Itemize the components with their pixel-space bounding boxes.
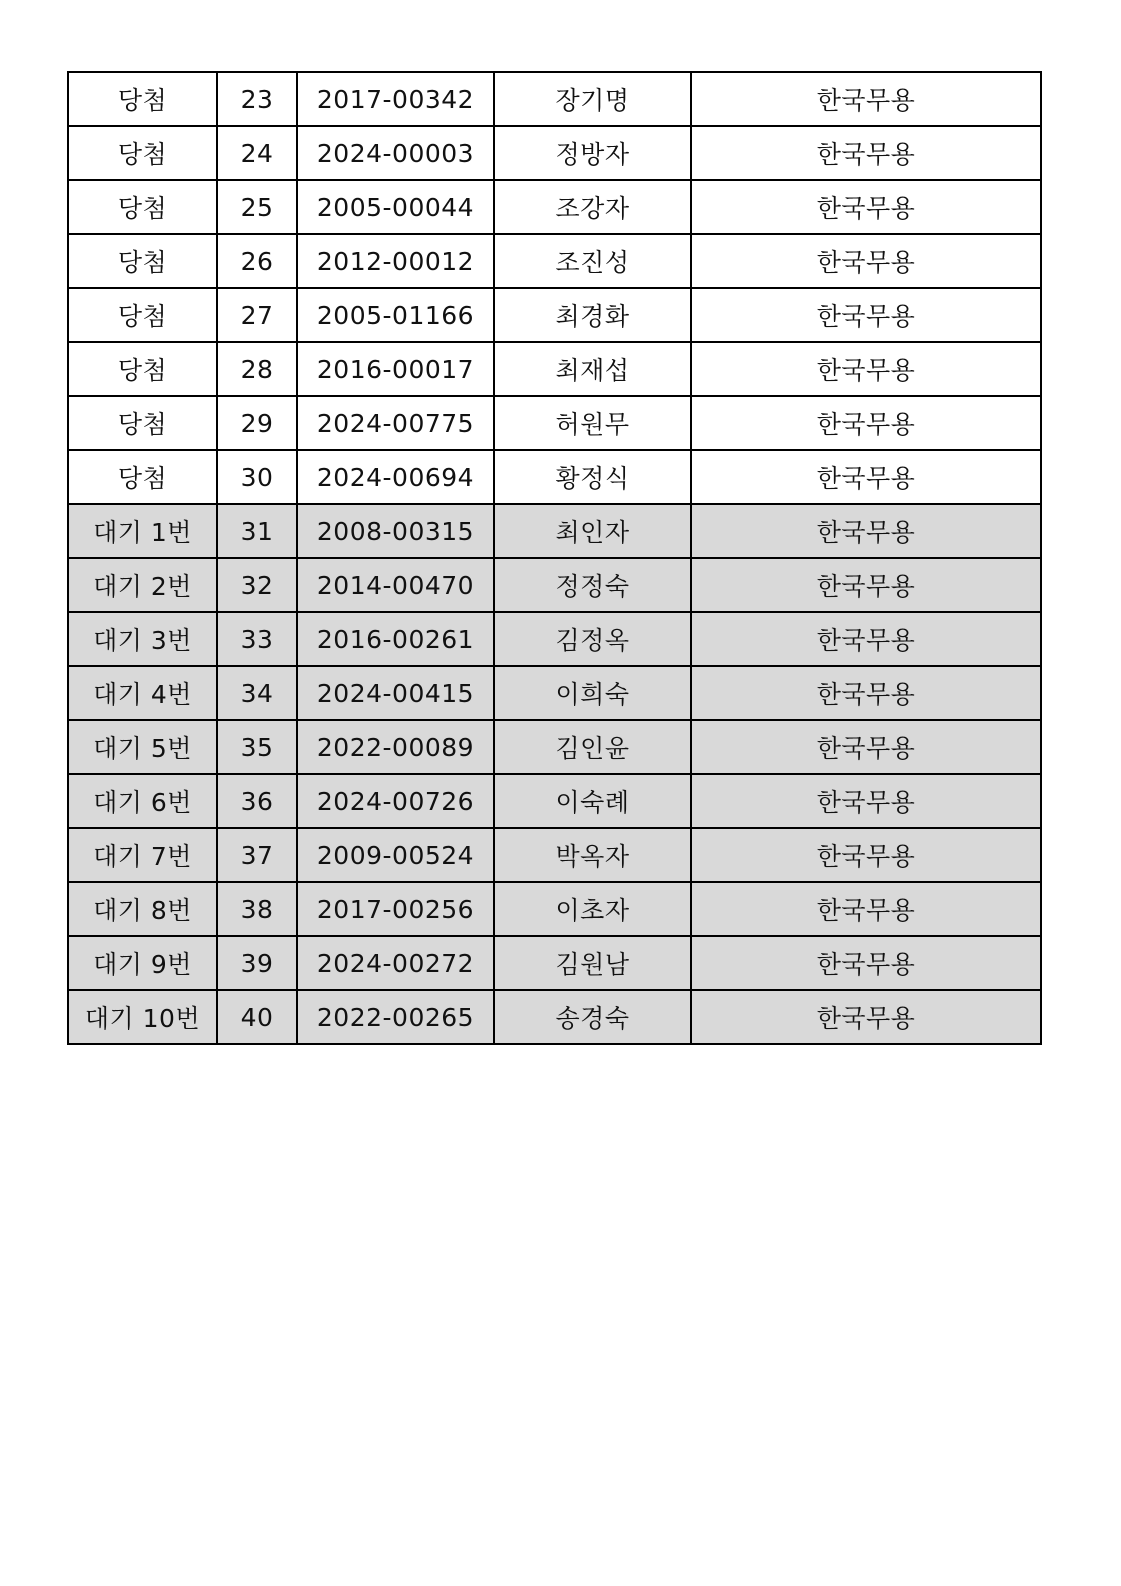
genre-cell: 한국무용 [691, 774, 1041, 828]
waitlist-row [68, 990, 1041, 1044]
registration-number-cell: 2024-00726 [297, 774, 494, 828]
number-cell: 33 [217, 612, 297, 666]
registration-number-cell: 2005-01166 [297, 288, 494, 342]
genre-cell: 한국무용 [691, 450, 1041, 504]
selected-row [68, 342, 1041, 396]
name-cell: 이희숙 [494, 666, 691, 720]
status-cell: 당첨 [68, 72, 217, 126]
registration-number-cell: 2016-00261 [297, 612, 494, 666]
registration-number-cell: 2017-00256 [297, 882, 494, 936]
name-cell: 송경숙 [494, 990, 691, 1044]
genre-cell: 한국무용 [691, 828, 1041, 882]
name-cell: 최인자 [494, 504, 691, 558]
registration-number-cell: 2024-00694 [297, 450, 494, 504]
genre-cell: 한국무용 [691, 72, 1041, 126]
genre-cell: 한국무용 [691, 342, 1041, 396]
waitlist-row [68, 774, 1041, 828]
selected-row [68, 396, 1041, 450]
name-cell: 최재섭 [494, 342, 691, 396]
waitlist-row [68, 936, 1041, 990]
genre-cell: 한국무용 [691, 882, 1041, 936]
selected-row [68, 234, 1041, 288]
number-cell: 28 [217, 342, 297, 396]
name-cell: 김인윤 [494, 720, 691, 774]
number-cell: 40 [217, 990, 297, 1044]
number-cell: 32 [217, 558, 297, 612]
registration-number-cell: 2024-00775 [297, 396, 494, 450]
name-cell: 조강자 [494, 180, 691, 234]
name-cell: 허원무 [494, 396, 691, 450]
selected-row [68, 126, 1041, 180]
registration-number-cell: 2009-00524 [297, 828, 494, 882]
status-cell: 당첨 [68, 126, 217, 180]
number-cell: 24 [217, 126, 297, 180]
name-cell: 김정옥 [494, 612, 691, 666]
status-cell: 당첨 [68, 396, 217, 450]
selected-row [68, 72, 1041, 126]
status-cell: 대기 3번 [68, 612, 217, 666]
number-cell: 29 [217, 396, 297, 450]
registration-number-cell: 2016-00017 [297, 342, 494, 396]
selected-row [68, 288, 1041, 342]
name-cell: 이초자 [494, 882, 691, 936]
genre-cell: 한국무용 [691, 234, 1041, 288]
registration-number-cell: 2005-00044 [297, 180, 494, 234]
number-cell: 34 [217, 666, 297, 720]
selected-row [68, 180, 1041, 234]
status-cell: 대기 2번 [68, 558, 217, 612]
name-cell: 김원남 [494, 936, 691, 990]
status-cell: 대기 1번 [68, 504, 217, 558]
genre-cell: 한국무용 [691, 288, 1041, 342]
status-cell: 당첨 [68, 180, 217, 234]
status-cell: 대기 10번 [68, 990, 217, 1044]
registration-number-cell: 2024-00003 [297, 126, 494, 180]
status-cell: 당첨 [68, 450, 217, 504]
status-cell: 대기 4번 [68, 666, 217, 720]
name-cell: 최경화 [494, 288, 691, 342]
results-table [67, 71, 1042, 1045]
registration-number-cell: 2012-00012 [297, 234, 494, 288]
registration-number-cell: 2024-00272 [297, 936, 494, 990]
genre-cell: 한국무용 [691, 396, 1041, 450]
name-cell: 정정숙 [494, 558, 691, 612]
genre-cell: 한국무용 [691, 666, 1041, 720]
number-cell: 25 [217, 180, 297, 234]
waitlist-row [68, 720, 1041, 774]
name-cell: 조진성 [494, 234, 691, 288]
status-cell: 당첨 [68, 342, 217, 396]
status-cell: 대기 9번 [68, 936, 217, 990]
number-cell: 36 [217, 774, 297, 828]
number-cell: 35 [217, 720, 297, 774]
results-table-body [68, 72, 1041, 1044]
registration-number-cell: 2014-00470 [297, 558, 494, 612]
registration-number-cell: 2024-00415 [297, 666, 494, 720]
registration-number-cell: 2017-00342 [297, 72, 494, 126]
number-cell: 26 [217, 234, 297, 288]
status-cell: 대기 5번 [68, 720, 217, 774]
number-cell: 38 [217, 882, 297, 936]
waitlist-row [68, 504, 1041, 558]
registration-number-cell: 2022-00089 [297, 720, 494, 774]
status-cell: 당첨 [68, 234, 217, 288]
registration-number-cell: 2022-00265 [297, 990, 494, 1044]
number-cell: 27 [217, 288, 297, 342]
genre-cell: 한국무용 [691, 936, 1041, 990]
genre-cell: 한국무용 [691, 720, 1041, 774]
name-cell: 정방자 [494, 126, 691, 180]
status-cell: 대기 8번 [68, 882, 217, 936]
waitlist-row [68, 828, 1041, 882]
waitlist-row [68, 882, 1041, 936]
genre-cell: 한국무용 [691, 558, 1041, 612]
number-cell: 37 [217, 828, 297, 882]
number-cell: 23 [217, 72, 297, 126]
name-cell: 박옥자 [494, 828, 691, 882]
status-cell: 당첨 [68, 288, 217, 342]
status-cell: 대기 6번 [68, 774, 217, 828]
genre-cell: 한국무용 [691, 126, 1041, 180]
genre-cell: 한국무용 [691, 612, 1041, 666]
genre-cell: 한국무용 [691, 990, 1041, 1044]
name-cell: 이숙례 [494, 774, 691, 828]
waitlist-row [68, 612, 1041, 666]
genre-cell: 한국무용 [691, 180, 1041, 234]
name-cell: 황정식 [494, 450, 691, 504]
number-cell: 39 [217, 936, 297, 990]
waitlist-row [68, 666, 1041, 720]
number-cell: 31 [217, 504, 297, 558]
name-cell: 장기명 [494, 72, 691, 126]
selected-row [68, 450, 1041, 504]
registration-number-cell: 2008-00315 [297, 504, 494, 558]
number-cell: 30 [217, 450, 297, 504]
status-cell: 대기 7번 [68, 828, 217, 882]
genre-cell: 한국무용 [691, 504, 1041, 558]
waitlist-row [68, 558, 1041, 612]
